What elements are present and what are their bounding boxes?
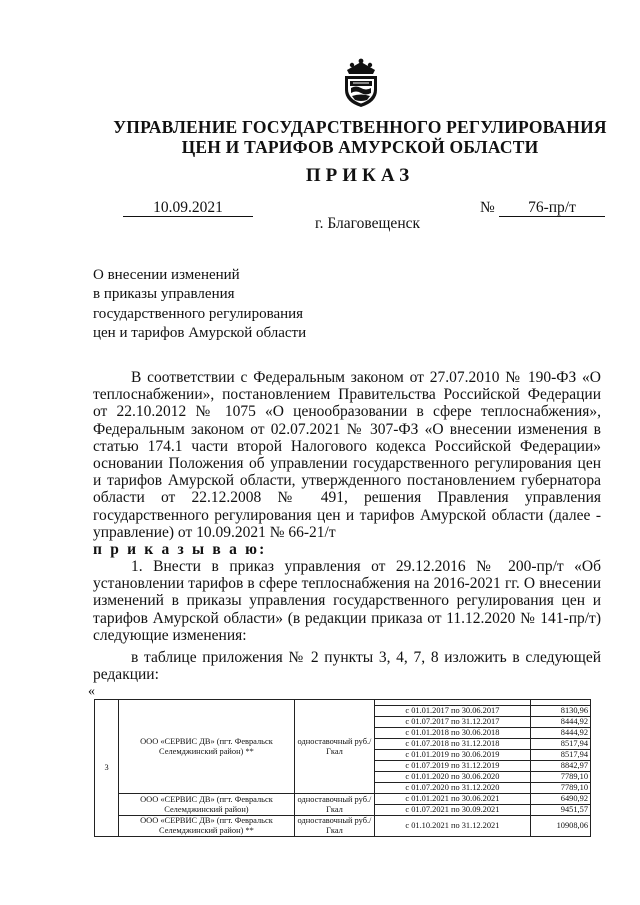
value-cell: 8842,97: [530, 761, 590, 772]
unit-cell: одноставочный руб./Гкал: [294, 700, 374, 794]
order-number-sign: №: [480, 199, 495, 216]
organization-cell: ООО «СЕРВИС ДВ» (пгт. Февральск Селемджинский район): [119, 794, 295, 816]
value-cell: 8130,96: [530, 706, 590, 717]
period-cell: с 01.01.2018 по 30.06.2018: [375, 728, 531, 739]
order-subject: [93, 266, 393, 343]
subject-line: государственного регулирования: [93, 305, 304, 322]
value-cell: 7789,10: [530, 772, 590, 783]
unit-cell: одноставочный руб./Гкал: [294, 794, 374, 816]
quote-open-mark: «: [88, 684, 95, 699]
period-cell: с 01.01.2019 по 30.06.2019: [375, 750, 531, 761]
value-cell: 8517,94: [530, 739, 590, 750]
value-cell: 8517,94: [530, 750, 590, 761]
subject-line: в приказы управления: [93, 286, 235, 303]
period-cell: с 01.01.2021 по 30.06.2021: [375, 794, 531, 805]
period-cell: с 01.07.2020 по 31.12.2020: [375, 783, 531, 794]
city-name: г. Благовещенск: [315, 215, 421, 232]
period-cell: с 01.01.2017 по 30.06.2017: [375, 706, 531, 717]
document-type-title: ПРИКАЗ: [305, 165, 415, 186]
value-cell: 10908,06: [530, 816, 590, 837]
value-cell: 8444,92: [530, 717, 590, 728]
item1-text: 1. Внести в приказ управления от 29.12.2016 № 200-пр/т «Об установлении тарифов в сфере теплоснабжения на 2016-2021 гг. О внесении изменений в приказы управления государственного регулирования цен и тарифов Амурской области» (в редакции приказа от 11.12.2020 № 141-пр/т) следующие изменения:: [93, 558, 601, 644]
table-row: [95, 816, 591, 837]
organization-cell: ООО «СЕРВИС ДВ» (пгт. Февральск Селемджинский район) **: [119, 816, 295, 837]
unit-cell: одноставочный руб./Гкал: [294, 816, 374, 837]
item1-paragraph: [93, 558, 601, 644]
organization-name-line1: УПРАВЛЕНИЕ ГОСУДАРСТВЕННОГО РЕГУЛИРОВАНИЯ: [113, 117, 607, 137]
coat-of-arms-icon: [341, 58, 381, 108]
subject-line: цен и тарифов Амурской области: [93, 324, 307, 341]
table-row: [95, 794, 591, 805]
organization-cell: ООО «СЕРВИС ДВ» (пгт. Февральск Селемджинский район) **: [119, 700, 295, 794]
order-number: 76-пр/т: [499, 199, 605, 217]
order-date: 10.09.2021: [123, 199, 253, 217]
subject-line: О внесении изменений: [93, 267, 240, 283]
value-cell: 9451,57: [530, 805, 590, 816]
value-cell: 8444,92: [530, 728, 590, 739]
item1-sub-text: в таблице приложения № 2 пункты 3, 4, 7, 8 изложить в следующей редакции:: [93, 649, 601, 684]
period-cell: с 01.01.2020 по 30.06.2020: [375, 772, 531, 783]
tariff-table: [94, 699, 591, 837]
value-cell: 6490,92: [530, 794, 590, 805]
value-cell: 7789,10: [530, 783, 590, 794]
period-cell: с 01.07.2018 по 31.12.2018: [375, 739, 531, 750]
preamble-paragraph: [93, 369, 601, 541]
preamble-text: В соответствии с Федеральным законом от 27.07.2010 № 190-ФЗ «О теплоснабжении», постановлением Правительства Российской Федерации от 22.10.2012 № 1075 «О ценообразовании в сфере теплоснабжения», Федеральным законом от 02.07.2021 № 307-ФЗ «О внесении изменения в статью 174.1 части второй Налогового кодекса Российской Федерации» основании Положения об управлении государственного регулирования цен и тарифов Амурской области, утвержденного постановлением губернатора области от 22.12.2008 № 491, решения Правления управления государственного регулирования цен и тарифов Амурской области (далее - управление) от 10.09.2021 № 66-21/т: [93, 369, 601, 541]
item1-sub-paragraph: [93, 649, 601, 683]
period-cell: с 01.07.2017 по 31.12.2017: [375, 717, 531, 728]
orders-heading: п р и к а з ы в а ю:: [93, 541, 267, 558]
organization-name-line2: ЦЕН И ТАРИФОВ АМУРСКОЙ ОБЛАСТИ: [181, 137, 539, 157]
period-cell: с 01.07.2021 по 30.09.2021: [375, 805, 531, 816]
period-cell: с 01.07.2019 по 31.12.2019: [375, 761, 531, 772]
period-cell: с 01.10.2021 по 31.12.2021: [375, 816, 531, 837]
row-number-cell: 3: [95, 700, 119, 837]
